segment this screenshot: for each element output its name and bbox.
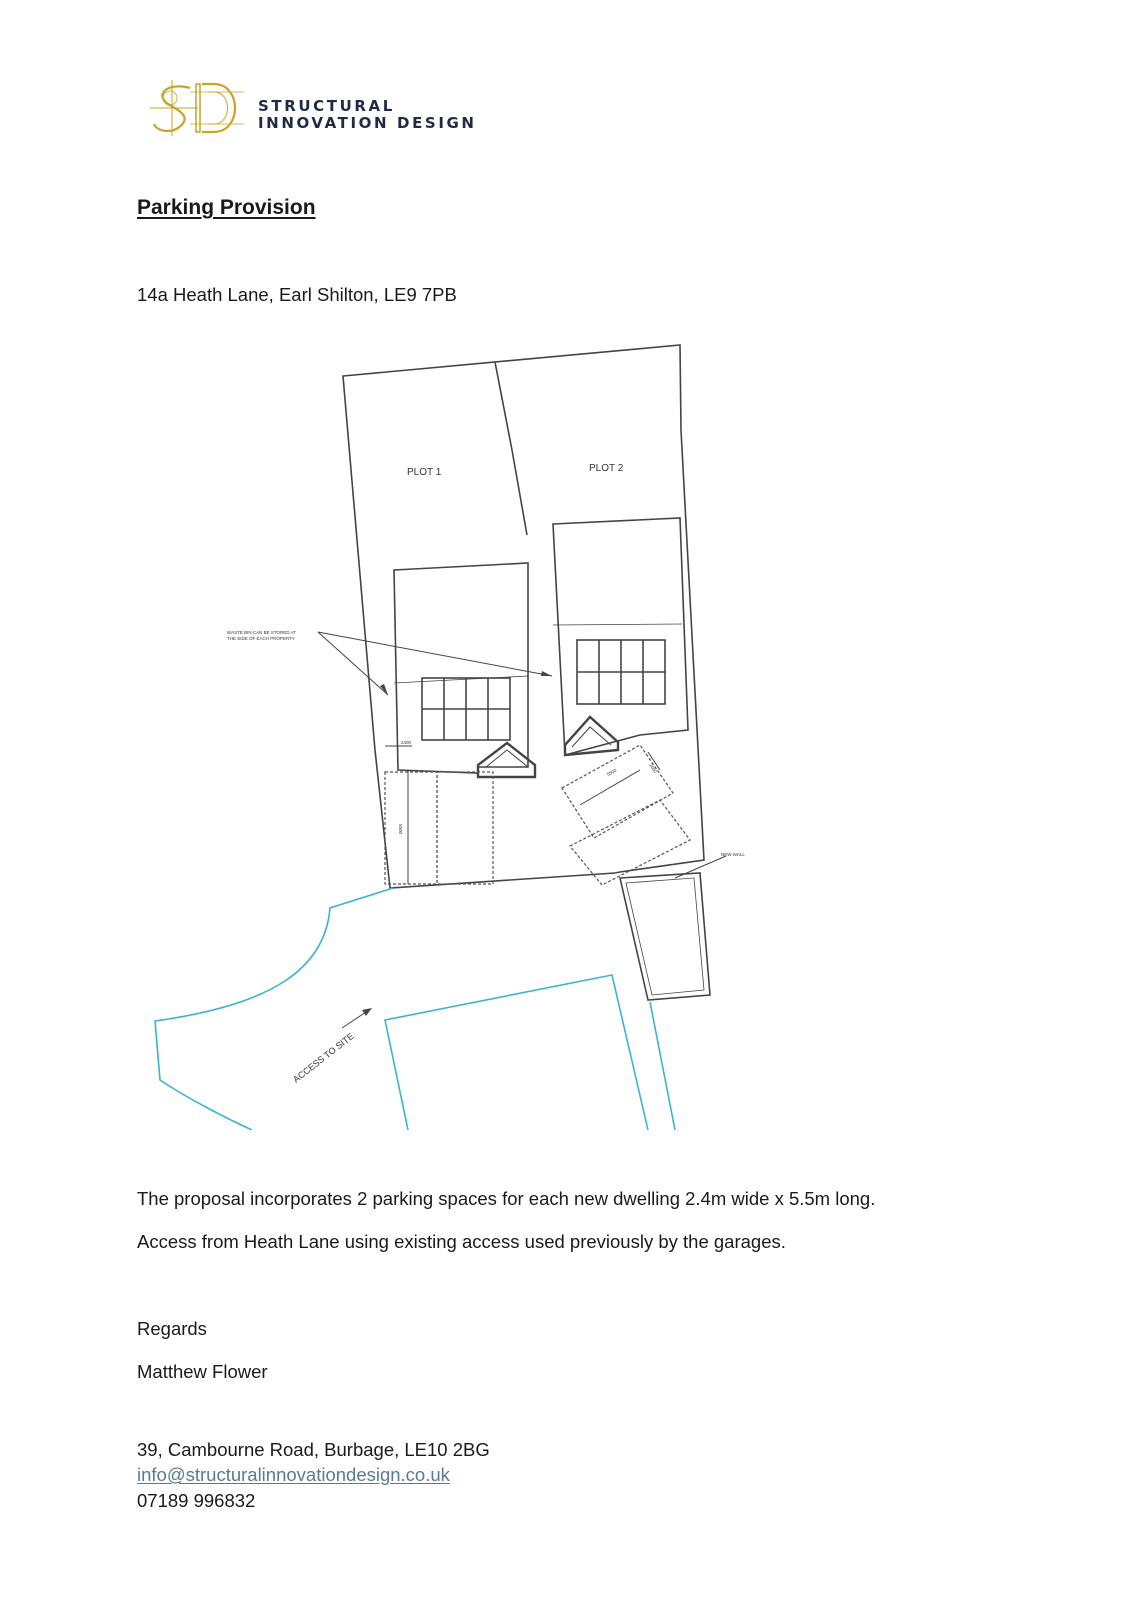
- plot2-label: PLOT 2: [589, 463, 624, 474]
- dim-label-5500-plot2: 5500: [606, 767, 618, 777]
- signatory-name: Matthew Flower: [137, 1361, 268, 1382]
- logo-text-line1: STRUCTURAL: [258, 97, 395, 115]
- site-boundary: [343, 345, 704, 888]
- parking-bays: [385, 745, 690, 885]
- contact-email-link[interactable]: info@structuralinnovationdesign.co.uk: [137, 1464, 450, 1485]
- paragraph-access: Access from Heath Lane using existing access used previously by the garages.: [137, 1231, 786, 1252]
- plot1-windows: [422, 678, 510, 740]
- logo-text-line2: INNOVATION DESIGN: [258, 114, 477, 132]
- access-label: ACCESS TO SITE: [291, 1031, 356, 1085]
- dim-label-5500-plot1: 5500: [398, 824, 403, 835]
- plot2-windows: [577, 640, 665, 704]
- waste-note-line2: THE SIDE OF EACH PROPERTY: [227, 636, 295, 641]
- contact-phone: 07189 996832: [137, 1490, 256, 1511]
- new-wall: [620, 873, 710, 1000]
- logo-wordmark: [258, 98, 477, 132]
- plot-divider: [495, 362, 527, 535]
- arrow-heads: [362, 671, 552, 1016]
- site-plan-drawing: [140, 330, 790, 1130]
- sid-logo-icon: [150, 80, 245, 136]
- company-logo: [150, 80, 490, 140]
- plot2-house: [553, 518, 688, 755]
- plot2-porch: [565, 717, 618, 755]
- dim-label-2400-plot2: 2400: [648, 762, 658, 774]
- waste-note-line1: WASTE BIN CAN BE STORED AT: [227, 630, 296, 635]
- plot1-label: PLOT 1: [407, 467, 442, 478]
- closing-regards: Regards: [137, 1318, 207, 1339]
- new-wall-label: NEW WALL: [721, 852, 745, 857]
- dim-label-2400-plot1: 2400: [401, 740, 412, 745]
- road-access: [155, 888, 675, 1130]
- site-address: 14a Heath Lane, Earl Shilton, LE9 7PB: [137, 284, 457, 305]
- page-title: Parking Provision: [137, 196, 316, 219]
- plot1-porch: [478, 743, 535, 777]
- contact-address: 39, Cambourne Road, Burbage, LE10 2BG: [137, 1439, 490, 1460]
- paragraph-parking: The proposal incorporates 2 parking spaces for each new dwelling 2.4m wide x 5.5m long.: [137, 1188, 876, 1209]
